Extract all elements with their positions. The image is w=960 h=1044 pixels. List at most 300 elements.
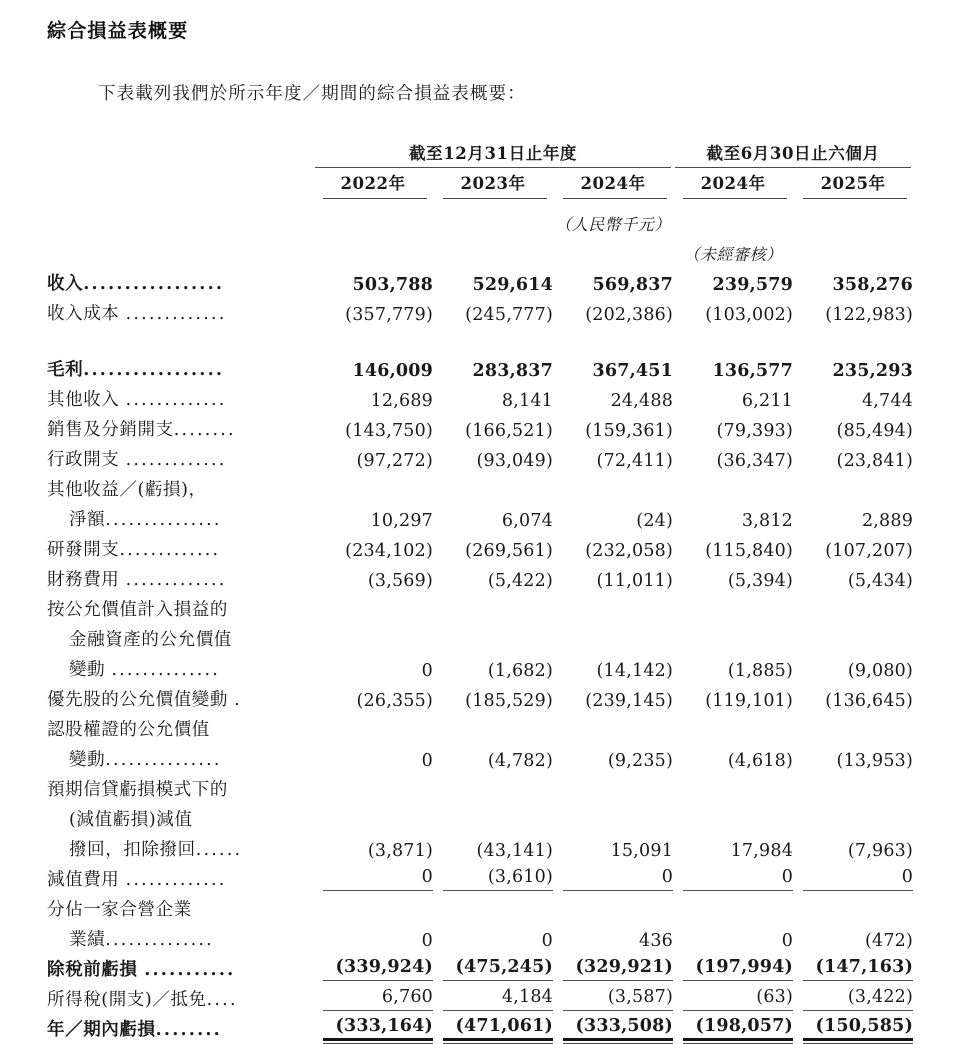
value-text: (14,142) [596, 661, 674, 681]
value-text: (115,840) [705, 541, 794, 561]
value-text: (97,272) [356, 451, 433, 471]
table-row [47, 741, 913, 771]
row-label [47, 531, 313, 561]
unit-note-spacer-1 [313, 199, 433, 235]
leader-dots: .............. [105, 930, 214, 950]
value-text: (234,102) [345, 541, 433, 561]
value-text: 0 [421, 751, 433, 771]
table-header [47, 140, 913, 265]
value-text: (245,777) [465, 305, 553, 325]
value-text: (122,983) [825, 305, 914, 325]
value-cell [313, 295, 433, 325]
value-cell [793, 1011, 913, 1041]
label-text: 優先股的公允價值變動 [47, 690, 235, 710]
value-cell [313, 1011, 433, 1041]
value-text: (159,361) [585, 421, 674, 441]
value-text: 10,297 [370, 511, 433, 531]
table-row [47, 295, 913, 325]
row-label [47, 351, 313, 381]
value-text: 0 [421, 661, 433, 681]
value-text: (232,058) [585, 541, 674, 561]
value-cell [553, 741, 673, 771]
value-text: (1,682) [487, 661, 553, 681]
value-cell [313, 951, 433, 981]
spacer-cell [433, 325, 553, 351]
value-text: (9,080) [847, 661, 914, 681]
empty-value-cell [673, 621, 793, 651]
value-text: (4,618) [727, 751, 794, 771]
value-cell [673, 351, 793, 381]
row-label-line [47, 621, 313, 651]
value-text: (3,587) [563, 987, 673, 1011]
table-body [47, 265, 913, 1041]
table-row [47, 1011, 913, 1041]
group-header-blank [47, 140, 313, 167]
value-cell [673, 651, 793, 681]
value-text: 8,141 [501, 391, 553, 411]
leader-dots: .............. [111, 660, 221, 680]
value-cell [553, 951, 673, 981]
empty-value-cell [313, 591, 433, 621]
value-cell [673, 295, 793, 325]
value-text: (329,921) [563, 957, 673, 981]
table-row [47, 381, 913, 411]
value-cell [553, 681, 673, 711]
value-text: (202,386) [585, 305, 674, 325]
value-cell [313, 381, 433, 411]
value-text: (147,163) [803, 957, 913, 981]
value-text: (93,049) [476, 451, 553, 471]
value-text: 235,293 [832, 361, 914, 381]
empty-value-cell [553, 711, 673, 741]
value-text: 358,276 [832, 275, 914, 295]
value-text: (13,953) [836, 751, 914, 771]
value-text: 3,812 [741, 511, 794, 531]
value-cell [433, 981, 553, 1011]
table-row [47, 561, 913, 591]
empty-value-cell [553, 591, 673, 621]
empty-value-cell [313, 891, 433, 921]
value-cell [673, 265, 793, 295]
value-text: 136,577 [712, 361, 794, 381]
leader-dots: ............. [125, 450, 227, 470]
row-label [47, 861, 313, 891]
value-text: (63) [683, 987, 793, 1011]
value-cell [553, 531, 673, 561]
value-cell [313, 741, 433, 771]
value-text: (11,011) [596, 571, 674, 591]
unit-note-spacer-3 [673, 199, 793, 235]
value-text: (333,508) [563, 1016, 673, 1041]
label-text: 年／期內虧損 [47, 1020, 156, 1040]
value-cell [793, 531, 913, 561]
label-text: 財務費用 [47, 570, 126, 590]
value-text: (357,779) [345, 305, 433, 325]
label-text: 淨額 [69, 510, 106, 530]
leader-dots: ........ [155, 1020, 222, 1040]
empty-value-cell [793, 711, 913, 741]
value-cell [313, 501, 433, 531]
leader-dots: ........ [173, 420, 236, 440]
value-text: (150,585) [803, 1016, 913, 1041]
unaudited-note-blank [47, 235, 313, 265]
empty-value-cell [793, 891, 913, 921]
value-cell [793, 295, 913, 325]
value-cell [793, 921, 913, 951]
leader-dots: ................. [83, 360, 225, 380]
value-text: 0 [323, 867, 433, 891]
empty-value-cell [433, 891, 553, 921]
value-cell [433, 951, 553, 981]
col-header-2023: 2023年 [460, 174, 526, 193]
empty-value-cell [673, 591, 793, 621]
row-label [47, 561, 313, 591]
group-header-row [47, 140, 913, 167]
value-cell [553, 1011, 673, 1041]
value-cell [313, 411, 433, 441]
label-text: 變動 [69, 750, 106, 770]
value-text: (5,394) [727, 571, 794, 591]
value-cell [793, 441, 913, 471]
value-cell [793, 741, 913, 771]
value-text: 12,689 [370, 391, 433, 411]
row-label [47, 981, 313, 1011]
label-text: 業績 [69, 930, 106, 950]
value-cell [673, 381, 793, 411]
value-text: 4,744 [861, 391, 914, 411]
row-label [47, 411, 313, 441]
value-cell [553, 861, 673, 891]
value-cell [313, 651, 433, 681]
value-text: 17,984 [730, 841, 794, 861]
value-cell [433, 681, 553, 711]
value-cell [673, 981, 793, 1011]
value-text: (72,411) [596, 451, 674, 471]
value-text: 283,837 [472, 361, 553, 381]
spacer-cell [793, 325, 913, 351]
value-cell [313, 921, 433, 951]
empty-value-cell [673, 711, 793, 741]
value-text: 367,451 [592, 361, 674, 381]
value-cell [433, 861, 553, 891]
value-cell [793, 501, 913, 531]
value-cell [553, 921, 673, 951]
value-cell [793, 265, 913, 295]
table-row [47, 441, 913, 471]
empty-value-cell [433, 801, 553, 831]
row-label [47, 295, 313, 325]
value-cell [433, 1011, 553, 1041]
unit-note: （人民幣千元） [555, 215, 671, 234]
empty-value-cell [793, 471, 913, 501]
year-header-blank [47, 168, 313, 198]
row-label [47, 831, 313, 861]
value-cell [793, 681, 913, 711]
value-cell [313, 681, 433, 711]
value-cell [673, 531, 793, 561]
value-cell [793, 831, 913, 861]
label-text: 減值費用 [47, 870, 126, 890]
empty-value-cell [313, 801, 433, 831]
value-text: 529,614 [472, 275, 553, 295]
leader-dots: ........... [144, 960, 236, 980]
table-row [47, 681, 913, 711]
year-header-row [47, 168, 913, 198]
value-text: (4,782) [487, 751, 553, 771]
table-row-label-continuation [47, 801, 913, 831]
value-text: (136,645) [825, 691, 914, 711]
unaudited-spacer-4 [793, 235, 913, 265]
label-text: 按公允價值計入損益的 [47, 600, 228, 620]
empty-value-cell [433, 771, 553, 801]
value-cell [433, 651, 553, 681]
value-text: (9,235) [607, 751, 674, 771]
empty-value-cell [793, 621, 913, 651]
value-cell [673, 1011, 793, 1041]
empty-value-cell [673, 801, 793, 831]
value-text: (3,569) [367, 571, 433, 591]
label-text: 其他收益／(虧損)， [47, 480, 207, 500]
value-text: 0 [563, 867, 673, 891]
value-text: (471,061) [443, 1016, 553, 1041]
col-header-2025-interim: 2025年 [820, 174, 886, 193]
value-cell [673, 921, 793, 951]
leader-dots: ............... [105, 750, 222, 770]
value-text: 503,788 [352, 275, 433, 295]
row-label-line [47, 471, 313, 501]
value-cell [793, 411, 913, 441]
value-text: (5,422) [487, 571, 553, 591]
value-text: 0 [683, 867, 793, 891]
spacer-cell [313, 325, 433, 351]
col-header-2024-annual: 2024年 [580, 174, 646, 193]
empty-value-cell [433, 471, 553, 501]
value-text: (269,561) [465, 541, 553, 561]
table-row-label-continuation [47, 471, 913, 501]
table-row-label-continuation [47, 771, 913, 801]
table-row [47, 531, 913, 561]
value-text: (472) [864, 931, 914, 951]
value-cell [673, 501, 793, 531]
value-cell [553, 651, 673, 681]
value-cell [553, 411, 673, 441]
empty-value-cell [553, 891, 673, 921]
leader-dots: ............. [125, 570, 227, 590]
label-text: 認股權證的公允價值 [47, 720, 210, 740]
value-cell [673, 741, 793, 771]
value-cell [793, 561, 913, 591]
value-cell [313, 531, 433, 561]
value-text: (239,145) [585, 691, 674, 711]
label-text: 變動 [69, 660, 112, 680]
row-label [47, 951, 313, 981]
value-text: (85,494) [836, 421, 914, 441]
table-row [47, 501, 913, 531]
value-text: 4,184 [443, 987, 553, 1011]
value-text: (333,164) [323, 1016, 433, 1041]
value-text: (79,393) [716, 421, 794, 441]
value-text: 2,889 [861, 511, 914, 531]
leader-dots: ...... [195, 840, 243, 860]
value-cell [553, 295, 673, 325]
value-text: 6,074 [501, 511, 553, 531]
row-label [47, 921, 313, 951]
value-text: (103,002) [705, 305, 794, 325]
table-row [47, 411, 913, 441]
page-title: 綜合損益表概要 [47, 20, 189, 42]
empty-value-cell [673, 771, 793, 801]
leader-dots: ............. [125, 304, 227, 324]
value-text: 6,211 [741, 391, 794, 411]
table-row [47, 351, 913, 381]
value-text: 436 [639, 931, 674, 951]
empty-value-cell [553, 621, 673, 651]
value-cell [673, 681, 793, 711]
value-cell [673, 861, 793, 891]
value-cell [553, 831, 673, 861]
value-cell [793, 861, 913, 891]
empty-value-cell [553, 801, 673, 831]
value-cell [553, 351, 673, 381]
label-text: 研發開支 [47, 540, 120, 560]
value-cell [793, 651, 913, 681]
group-header-interim: 截至6月30日止六個月 [706, 144, 880, 163]
row-label [47, 381, 313, 411]
row-label-line [47, 891, 313, 921]
value-cell [433, 531, 553, 561]
value-text: (3,422) [803, 987, 913, 1011]
col-header-2024-interim: 2024年 [700, 174, 766, 193]
label-text: 金融資產的公允價值 [69, 630, 232, 650]
value-cell [793, 351, 913, 381]
label-text: (減值虧損)減值 [69, 810, 193, 830]
unaudited-spacer-2 [433, 235, 553, 265]
empty-value-cell [433, 711, 553, 741]
table-row [47, 265, 913, 295]
value-cell [313, 441, 433, 471]
spacer-cell [673, 325, 793, 351]
table-spacer-row [47, 325, 913, 351]
value-cell [433, 295, 553, 325]
label-text: 其他收入 [47, 390, 126, 410]
empty-value-cell [433, 621, 553, 651]
value-cell [673, 831, 793, 861]
value-cell [313, 981, 433, 1011]
row-label [47, 681, 313, 711]
value-text: (23,841) [836, 451, 914, 471]
table-row [47, 651, 913, 681]
table-row-label-continuation [47, 621, 913, 651]
empty-value-cell [313, 711, 433, 741]
value-text: (143,750) [345, 421, 433, 441]
unit-note-spacer-2 [433, 199, 553, 235]
empty-value-cell [433, 591, 553, 621]
value-text: 0 [541, 931, 553, 951]
table-row [47, 921, 913, 951]
row-label [47, 651, 313, 681]
leader-dots: ............... [105, 510, 222, 530]
label-text: 收入成本 [47, 304, 126, 324]
row-label [47, 441, 313, 471]
col-header-2022: 2022年 [340, 174, 406, 193]
empty-value-cell [673, 891, 793, 921]
value-text: 0 [803, 867, 913, 891]
unit-note-blank [47, 199, 313, 235]
table-row [47, 861, 913, 891]
value-cell [553, 381, 673, 411]
row-label-line [47, 771, 313, 801]
value-text: (197,994) [683, 957, 793, 981]
value-text: (119,101) [705, 691, 794, 711]
group-header-annual: 截至12月31日止年度 [409, 144, 578, 163]
value-text: (24) [636, 511, 674, 531]
value-cell [433, 561, 553, 591]
value-cell [553, 441, 673, 471]
value-cell [433, 741, 553, 771]
value-cell [313, 265, 433, 295]
value-text: 24,488 [610, 391, 674, 411]
label-text: 除稅前虧損 [47, 960, 145, 980]
empty-value-cell [313, 471, 433, 501]
value-cell [673, 441, 793, 471]
unit-note-spacer-4 [793, 199, 913, 235]
value-text: (475,245) [443, 957, 553, 981]
row-label [47, 501, 313, 531]
empty-value-cell [793, 801, 913, 831]
row-label-line [47, 711, 313, 741]
leader-dots: .... [206, 990, 238, 1010]
value-text: (107,207) [825, 541, 914, 561]
empty-value-cell [673, 471, 793, 501]
unaudited-spacer-1 [313, 235, 433, 265]
value-cell [673, 411, 793, 441]
value-text: (166,521) [465, 421, 553, 441]
value-text: 569,837 [592, 275, 674, 295]
value-cell [793, 381, 913, 411]
value-cell [433, 381, 553, 411]
value-cell [553, 561, 673, 591]
label-text: 收入 [47, 274, 84, 294]
leader-dots: ................. [83, 274, 225, 294]
row-label [47, 265, 313, 295]
value-cell [433, 921, 553, 951]
value-text: (198,057) [683, 1016, 793, 1041]
row-label [47, 741, 313, 771]
leader-dots: ............. [125, 390, 227, 410]
unaudited-note: （未經審核） [683, 245, 783, 264]
table-row [47, 981, 913, 1011]
value-text: 6,760 [323, 987, 433, 1011]
empty-value-cell [313, 771, 433, 801]
table-row [47, 831, 913, 861]
spacer-cell [553, 325, 673, 351]
label-text: 銷售及分銷開支 [47, 420, 174, 440]
intro-paragraph: 下表載列我們於所示年度／期間的綜合損益表概要： [98, 84, 526, 104]
value-cell [433, 441, 553, 471]
value-cell [553, 981, 673, 1011]
value-cell [793, 981, 913, 1011]
table-row-label-continuation [47, 591, 913, 621]
label-text: 行政開支 [47, 450, 126, 470]
row-label [47, 1011, 313, 1041]
value-text: (1,885) [727, 661, 794, 681]
leader-dots: ............. [125, 870, 227, 890]
value-cell [433, 351, 553, 381]
row-label-line [47, 591, 313, 621]
value-cell [433, 831, 553, 861]
value-cell [673, 951, 793, 981]
value-cell [433, 501, 553, 531]
